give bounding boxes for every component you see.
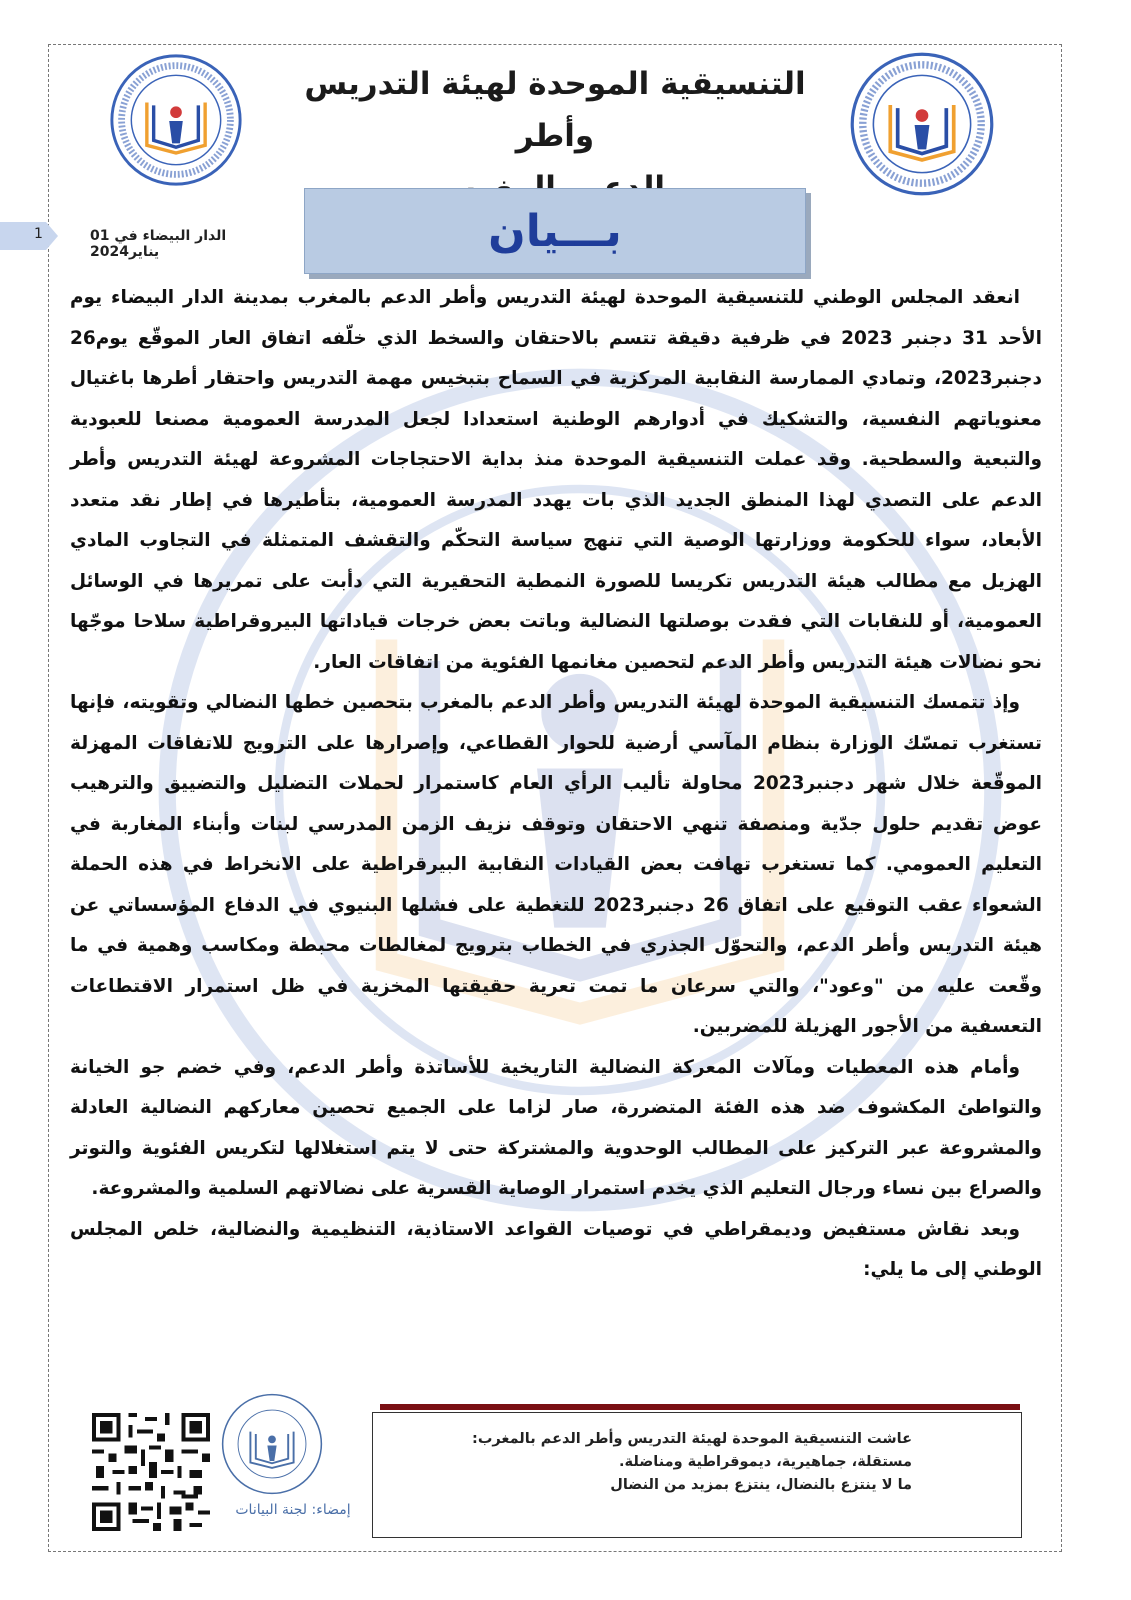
footer-line-3: ما لا ينتزع بالنضال، ينتزع بمزيد من النضال <box>610 1477 912 1493</box>
paragraph-2: وإذ تتمسك التنسيقية الموحدة لهيئة التدريس وأطر الدعم بالمغرب بتحصين خطها النضالي وتقويته، فإنها تستغرب تمسّك الوزارة بنظام المآسي أرضية للحوار القطاعي، وإصرارها على الترويج للاتفاقات المهزلة الموقّعة خلال شهر دجنبر2023 محاولة تأليب الرأي العام كاستمرار لحملات التضليل والتضييق والترهيب عوض تقديم حلول جدّية ومنصفة تنهي الاحتقان وتوقف نزيف الزمن المدرسي لبنات وأبناء المغاربة في التعليم العمومي. كما تستغرب تهافت بعض القيادات النقابية البيرقراطية على الانخراط في هذه الحملة الشعواء عقب التوقيع على اتفاق 26 دجنبر2023 للتغطية على فشلها البنيوي في الدفاع المؤسساتي عن هيئة التدريس وأطر الدعم، والتحوّل الجذري في الخطاب بترويج لمغالطات محبطة ومكاسب وهمية في ما وقّعت عليه من "وعود"، والتي سرعان ما تمت تعرية حقيقتها المخزية في ظل استمرار الاقتطاعات التعسفية من الأجور الهزيلة للمضربين. <box>70 692 1043 1037</box>
statement-heading-box <box>304 188 806 274</box>
qr-code-icon <box>92 1412 210 1532</box>
footer-line-1: عاشت التنسيقية الموحدة لهيئة التدريس وأطر الدعم بالمغرب: <box>472 1431 912 1447</box>
issue-date: الدار البيضاء في 01 يناير2024 <box>90 228 227 260</box>
paragraph-4: وبعد نقاش مستفيض وديمقراطي في توصيات القواعد الاستاذية، التنظيمية والنضالية، خلص المجلس الوطني إلى ما يلي: <box>70 1218 1042 1280</box>
footer-text <box>392 1428 912 1497</box>
stamp-logo <box>218 1390 326 1498</box>
page-number-tab <box>0 222 58 250</box>
title-line-1: التنسيقية الموحدة لهيئة التدريس وأطر <box>304 66 806 154</box>
left-logo <box>108 52 244 188</box>
footer-line-2: مستقلة، جماهيرية، ديموقراطية ومناضلة. <box>619 1454 912 1470</box>
statement-body <box>70 278 1042 1291</box>
footer-accent-bar <box>380 1404 1020 1410</box>
page-number: 1 <box>34 226 43 242</box>
paragraph-1: انعقد المجلس الوطني للتنسيقية الموحدة لهيئة التدريس وأطر الدعم بالمغرب بمدينة الدار البيضاء يوم الأحد 31 دجنبر 2023 في ظرفية دقيقة تتسم بالاحتقان والسخط الذي خلّفه اتفاق العار الموقّع يوم26 دجنبر2023، وتمادي الممارسة النقابية المركزية في السماح بتبخيس مهمة التدريس واحتقار أطرها باغتيال معنوياتهم النفسية، والتشكيك في أدوارهم الوطنية استعدادا لجعل المدرسة العمومية مصنعا للعبودية والتبعية والسطحية. وقد عملت التنسيقية الموحدة منذ بداية الاحتجاجات المشروعة لهيئة التدريس وأطر الدعم على التصدي لهذا المنطق الجديد الذي بات يهدد المدرسة العمومية، بتأطيرها في إطار نقد متعدد الأبعاد، سواء للحكومة ووزارتها الوصية التي تنهج سياسة التحكّم والتقشف المتمثلة في التجاوب المادي الهزيل مع مطالب هيئة التدريس تكريسا للصورة النمطية التحقيرية التي دأبت على تمريرها في الوسائل العمومية، أو للنقابات التي فقدت بوصلتها النضالية وباتت بعض خرجات قياداتها البيروقراطية سلاحا موجّها نحو نضالات هيئة التدريس وأطر الدعم لتحصين مغانمها الفئوية من اتفاقات العار. <box>70 287 1042 673</box>
signature: إمضاء: لجنة البيانات <box>235 1502 351 1518</box>
paragraph-3: وأمام هذه المعطيات ومآلات المعركة النضالية التاريخية للأساتذة وأطر الدعم، وفي خضم جو الخيانة والتواطئ المكشوف ضد هذه الفئة المتضررة، صار لزاما على الجميع تحصين معاركهم النضالية العادلة والمشروعة عبر التركيز على المطالب الوحدوية والمشتركة حتى لا يتم استغلالها لتكريس الفئوية والتوتر والصراع بين نساء ورجال التعليم الذي يخدم استمرار الوصاية القسرية على نضالاتهم السلمية والمشروعة. <box>70 1056 1042 1199</box>
right-logo <box>848 50 996 198</box>
statement-heading: بـــيان <box>488 205 622 257</box>
